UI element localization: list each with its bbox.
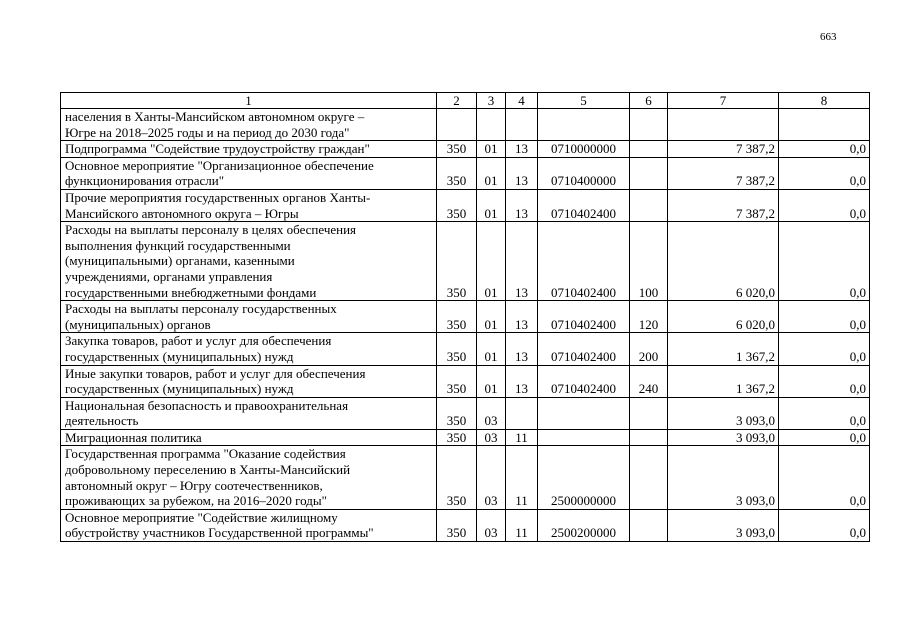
- page-number: 663: [820, 31, 837, 43]
- table-row: [61, 446, 870, 509]
- admin-code-cell: 350: [437, 301, 477, 333]
- admin-code-cell: 350: [437, 509, 477, 541]
- expense-type-cell: 200: [630, 333, 668, 365]
- amount-cell: 0,0: [779, 157, 870, 189]
- row-name-cell: Государственная программа "Оказание содействия добровольному переселению в Ханты-Мансийский автономный округ – Югру соотечественников, проживающих за рубежом, на 2016–2020 годы": [61, 446, 437, 509]
- amount-cell: 0,0: [779, 222, 870, 301]
- subsection-code-cell: 11: [506, 446, 538, 509]
- subsection-code-cell: 13: [506, 222, 538, 301]
- row-name-cell: Закупка товаров, работ и услуг для обеспечения государственных (муниципальных) нужд: [61, 333, 437, 365]
- target-article-cell: [538, 397, 630, 429]
- admin-code-cell: 350: [437, 333, 477, 365]
- amount-cell: 3 093,0: [668, 429, 779, 446]
- target-article-cell: 2500000000: [538, 446, 630, 509]
- expense-type-cell: [630, 141, 668, 158]
- expense-type-cell: [630, 189, 668, 221]
- amount-cell: 0,0: [779, 189, 870, 221]
- column-header: 8: [779, 93, 870, 109]
- amount-cell: 1 367,2: [668, 365, 779, 397]
- row-name-cell: Национальная безопасность и правоохранительная деятельность: [61, 397, 437, 429]
- expense-type-cell: [630, 446, 668, 509]
- expense-type-cell: 120: [630, 301, 668, 333]
- amount-cell: 3 093,0: [668, 509, 779, 541]
- column-header: 2: [437, 93, 477, 109]
- column-header: 1: [61, 93, 437, 109]
- amount-cell: 6 020,0: [668, 222, 779, 301]
- amount-cell: 3 093,0: [668, 446, 779, 509]
- target-article-cell: 0710000000: [538, 141, 630, 158]
- section-code-cell: 01: [477, 189, 506, 221]
- target-article-cell: 2500200000: [538, 509, 630, 541]
- admin-code-cell: 350: [437, 157, 477, 189]
- section-code-cell: 01: [477, 301, 506, 333]
- target-article-cell: 0710402400: [538, 301, 630, 333]
- section-code-cell: 01: [477, 365, 506, 397]
- section-code-cell: 03: [477, 429, 506, 446]
- section-code-cell: 01: [477, 157, 506, 189]
- subsection-code-cell: 13: [506, 333, 538, 365]
- table-row: [61, 333, 870, 365]
- row-name-cell: населения в Ханты-Мансийском автономном округе – Югре на 2018–2025 годы и на период до 2030 года": [61, 109, 437, 141]
- amount-cell: 0,0: [779, 365, 870, 397]
- amount-cell: 0,0: [779, 509, 870, 541]
- subsection-code-cell: [506, 109, 538, 141]
- expense-type-cell: [630, 397, 668, 429]
- section-code-cell: 01: [477, 222, 506, 301]
- expense-type-cell: [630, 157, 668, 189]
- subsection-code-cell: 13: [506, 157, 538, 189]
- expense-type-cell: 240: [630, 365, 668, 397]
- amount-cell: 7 387,2: [668, 157, 779, 189]
- budget-table: [60, 92, 870, 542]
- subsection-code-cell: 11: [506, 509, 538, 541]
- admin-code-cell: [437, 109, 477, 141]
- target-article-cell: 0710402400: [538, 333, 630, 365]
- table-row: [61, 301, 870, 333]
- column-header: 3: [477, 93, 506, 109]
- table-row: [61, 397, 870, 429]
- row-name-cell: Расходы на выплаты персоналу в целях обеспечения выполнения функций государственными (муниципальными) органами, казенными учреждениями, органами управления государственными внебюджетными фондами: [61, 222, 437, 301]
- column-header: 5: [538, 93, 630, 109]
- amount-cell: 7 387,2: [668, 189, 779, 221]
- table-row: [61, 141, 870, 158]
- amount-cell: [779, 109, 870, 141]
- row-name-cell: Иные закупки товаров, работ и услуг для обеспечения государственных (муниципальных) нужд: [61, 365, 437, 397]
- subsection-code-cell: 13: [506, 301, 538, 333]
- table-row: [61, 365, 870, 397]
- subsection-code-cell: 13: [506, 365, 538, 397]
- amount-cell: 0,0: [779, 301, 870, 333]
- amount-cell: 1 367,2: [668, 333, 779, 365]
- amount-cell: 0,0: [779, 333, 870, 365]
- table-row: [61, 509, 870, 541]
- amount-cell: [668, 109, 779, 141]
- table-row: [61, 222, 870, 301]
- table-row: [61, 109, 870, 141]
- expense-type-cell: [630, 509, 668, 541]
- admin-code-cell: 350: [437, 189, 477, 221]
- amount-cell: 3 093,0: [668, 397, 779, 429]
- target-article-cell: 0710402400: [538, 365, 630, 397]
- expense-type-cell: [630, 109, 668, 141]
- target-article-cell: 0710402400: [538, 189, 630, 221]
- row-name-cell: Основное мероприятие "Содействие жилищному обустройству участников Государственной программы": [61, 509, 437, 541]
- target-article-cell: [538, 109, 630, 141]
- amount-cell: 0,0: [779, 141, 870, 158]
- admin-code-cell: 350: [437, 222, 477, 301]
- section-code-cell: 03: [477, 397, 506, 429]
- admin-code-cell: 350: [437, 365, 477, 397]
- amount-cell: 0,0: [779, 446, 870, 509]
- amount-cell: 0,0: [779, 429, 870, 446]
- admin-code-cell: 350: [437, 429, 477, 446]
- subsection-code-cell: [506, 397, 538, 429]
- admin-code-cell: 350: [437, 141, 477, 158]
- target-article-cell: [538, 429, 630, 446]
- amount-cell: 0,0: [779, 397, 870, 429]
- section-code-cell: 01: [477, 333, 506, 365]
- amount-cell: 6 020,0: [668, 301, 779, 333]
- section-code-cell: [477, 109, 506, 141]
- row-name-cell: Миграционная политика: [61, 429, 437, 446]
- target-article-cell: 0710400000: [538, 157, 630, 189]
- subsection-code-cell: 11: [506, 429, 538, 446]
- table-row: [61, 429, 870, 446]
- section-code-cell: 01: [477, 141, 506, 158]
- section-code-cell: 03: [477, 446, 506, 509]
- target-article-cell: 0710402400: [538, 222, 630, 301]
- expense-type-cell: 100: [630, 222, 668, 301]
- row-name-cell: Основное мероприятие "Организационное обеспечение функционирования отрасли": [61, 157, 437, 189]
- row-name-cell: Подпрограмма "Содействие трудоустройству граждан": [61, 141, 437, 158]
- column-header: 7: [668, 93, 779, 109]
- row-name-cell: Расходы на выплаты персоналу государственных (муниципальных) органов: [61, 301, 437, 333]
- amount-cell: 7 387,2: [668, 141, 779, 158]
- table-row: [61, 157, 870, 189]
- column-header: 6: [630, 93, 668, 109]
- column-header: 4: [506, 93, 538, 109]
- admin-code-cell: 350: [437, 397, 477, 429]
- admin-code-cell: 350: [437, 446, 477, 509]
- table-header-row: [61, 93, 870, 109]
- subsection-code-cell: 13: [506, 189, 538, 221]
- expense-type-cell: [630, 429, 668, 446]
- subsection-code-cell: 13: [506, 141, 538, 158]
- table-row: [61, 189, 870, 221]
- section-code-cell: 03: [477, 509, 506, 541]
- row-name-cell: Прочие мероприятия государственных органов Ханты- Мансийского автономного округа – Югры: [61, 189, 437, 221]
